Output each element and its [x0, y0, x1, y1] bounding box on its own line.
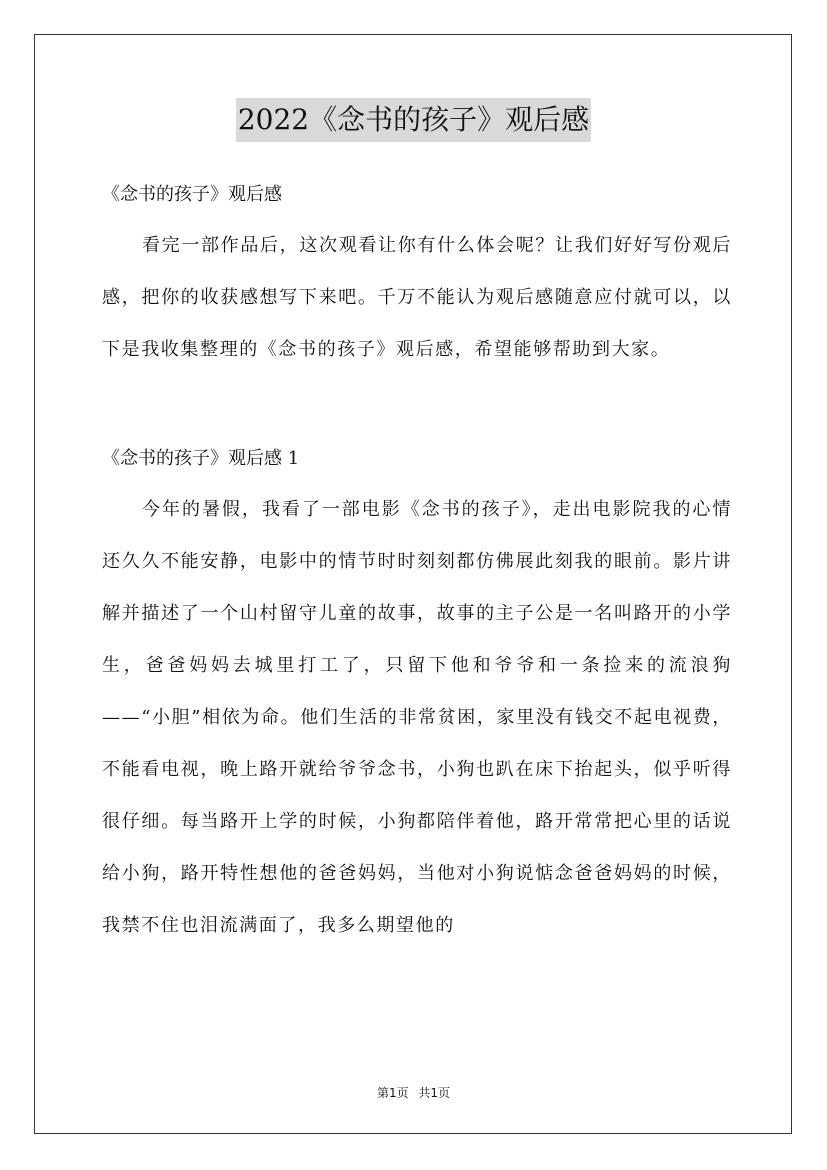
- section-spacer: [102, 376, 732, 434]
- page-number: 第1页: [376, 1086, 409, 1100]
- page-footer: [0, 1084, 827, 1101]
- section1-heading: 《念书的孩子》观后感 1: [102, 448, 300, 469]
- section1-paragraph: 今年的暑假，我看了一部电影《念书的孩子》，走出电影院我的心情还久久不能安静，电影中的情节时时刻刻都仿佛展此刻我的眼前。影片讲解并描述了一个山村留守儿童的故事，故事的主子公是一名叫路开的小学生，爸爸妈妈去城里打工了，只留下他和爷爷和一条捡来的流浪狗——“小胆”相依为命。他们生活的非常贫困，家里没有钱交不起电视费，不能看电视，晚上路开就给爷爷念书，小狗也趴在床下抬起头，似乎听得很仔细。每当路开上学的时候，小狗都陪伴着他，路开常常把心里的话说给小狗，路开特性想他的爸爸妈妈，当他对小狗说惦念爸爸妈妈的时候，我禁不住也泪流满面了，我多么期望他的: [102, 499, 732, 936]
- document-body: [102, 170, 732, 952]
- page-total: 共1页: [418, 1086, 451, 1100]
- title-container: [0, 98, 827, 142]
- document-title: 2022《念书的孩子》观后感: [236, 98, 591, 142]
- intro-heading: 《念书的孩子》观后感: [102, 184, 282, 205]
- intro-paragraph: 看完一部作品后，这次观看让你有什么体会呢？让我们好好写份观后感，把你的收获感想写下来吧。千万不能认为观后感随意应付就可以，以下是我收集整理的《念书的孩子》观后感，希望能够帮助到大家。: [102, 235, 732, 360]
